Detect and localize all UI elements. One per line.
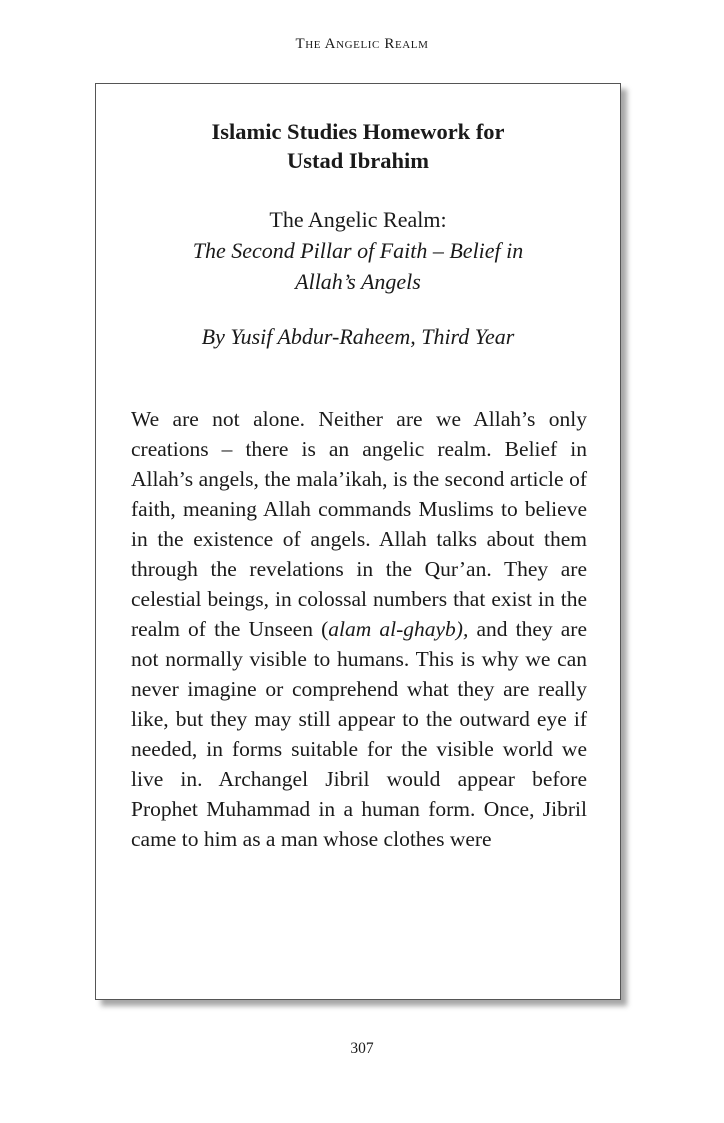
title-line-2: Ustad Ibrahim [287,148,429,173]
page-number: 307 [350,1040,374,1057]
running-head: The Angelic Realm [295,36,429,52]
body-text-part-2: and they are not normally visible to humans. This is why we can never imagine or comprehend what they are really like, but they may still appear to the outward eye if needed, in forms suitable for the visible world we live in. Archangel Jibril would appear before Prophet Muhammad in a human form. Once, Jibril came to him as a man whose clothes were [131,617,587,851]
subtitle-line-3: Allah’s Angels [295,269,421,294]
homework-subtitle [96,204,620,297]
arabic-term: alam al-ghayb), [328,617,469,641]
subtitle-line-1: The Angelic Realm: [269,207,447,232]
homework-title [96,117,620,175]
body-paragraph [131,404,587,854]
subtitle-line-2: The Second Pillar of Faith – Belief in [192,238,524,263]
title-line-1: Islamic Studies Homework for [211,119,505,144]
body-text-part-1: We are not alone. Neither are we Allah’s only creations – there is an angelic realm. Belief in Allah’s angels, the mala’ikah, is the second article of faith, meaning Allah commands Muslims to believe in the existence of angels. Allah talks about them through the revelations in the Qur’an. They are celestial beings, in colossal numbers that exist in the realm of the Unseen ( [131,407,587,641]
homework-box [95,83,621,1000]
byline: By Yusif Abdur-Raheem, Third Year [201,324,515,349]
